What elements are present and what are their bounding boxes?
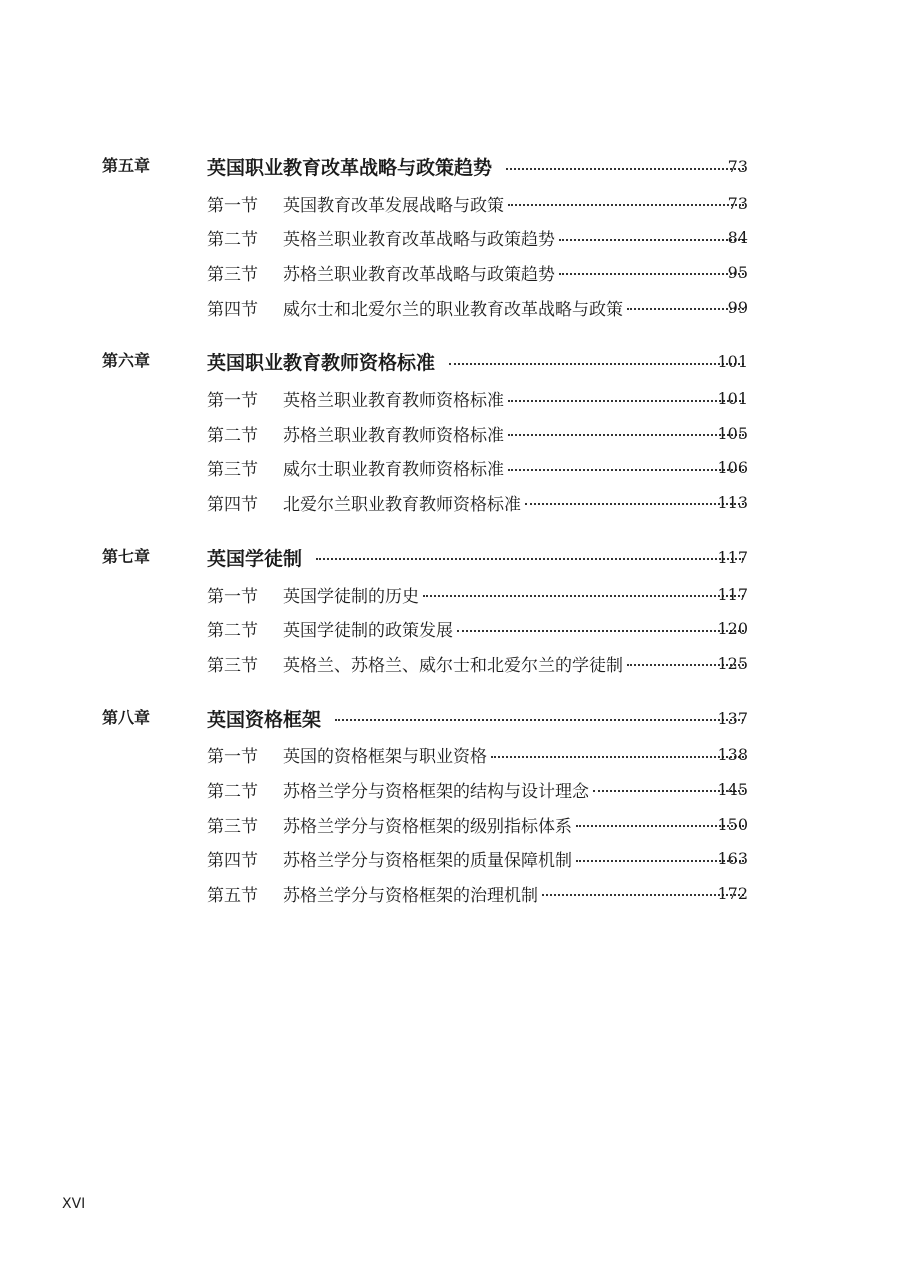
section-title: 英国学徒制的政策发展 [283, 621, 453, 642]
section-title-line [207, 577, 748, 612]
section-entry[interactable] [0, 611, 900, 646]
dot-leader [449, 363, 744, 365]
chapter-block [0, 539, 900, 681]
chapter-entry[interactable] [0, 539, 900, 576]
section-title: 苏格兰职业教育教师资格标准 [283, 425, 504, 446]
section-label: 第三节 [207, 460, 258, 481]
section-entry[interactable] [0, 646, 900, 681]
section-title: 英格兰、苏格兰、威尔士和北爱尔兰的学徒制 [283, 655, 623, 676]
chapter-block [0, 148, 900, 324]
section-entry[interactable] [0, 381, 900, 416]
section-label: 第二节 [207, 425, 258, 446]
section-label: 第一节 [207, 586, 258, 607]
section-page-number: 105 [717, 423, 748, 443]
section-label: 第三节 [207, 816, 258, 837]
section-label: 第五节 [207, 885, 258, 906]
section-title-line [207, 416, 748, 451]
section-label: 第一节 [207, 391, 258, 412]
chapter-title: 英国职业教育改革战略与政策趋势 [207, 157, 493, 179]
section-label: 第一节 [207, 747, 258, 768]
chapter-page-number: 137 [717, 708, 748, 728]
section-title: 威尔士职业教育教师资格标准 [283, 460, 504, 481]
chapter-title: 英国资格框架 [207, 708, 322, 731]
section-page-number: 84 [727, 228, 748, 248]
section-title: 英格兰职业教育改革战略与政策趋势 [283, 230, 555, 251]
chapter-page-number: 101 [717, 352, 748, 372]
section-entry[interactable] [0, 772, 900, 807]
section-entry[interactable] [0, 807, 900, 842]
section-label: 第三节 [207, 655, 258, 676]
chapter-title-line [207, 700, 748, 737]
dot-leader [508, 204, 744, 206]
dot-leader [542, 894, 744, 896]
section-entry[interactable] [0, 577, 900, 612]
dot-leader [508, 434, 744, 436]
chapter-block [0, 700, 900, 911]
section-page-number: 117 [717, 584, 748, 604]
section-title: 苏格兰职业教育改革战略与政策趋势 [283, 264, 555, 285]
section-title: 苏格兰学分与资格框架的治理机制 [283, 885, 538, 906]
section-page-number: 101 [717, 389, 748, 409]
section-page-number: 172 [717, 883, 748, 903]
section-label: 第四节 [207, 299, 258, 320]
table-of-contents [0, 148, 900, 930]
chapter-title-line [207, 539, 748, 576]
dot-leader [508, 400, 744, 402]
section-label: 第一节 [207, 195, 258, 216]
section-page-number: 150 [717, 814, 748, 834]
section-entry[interactable] [0, 221, 900, 256]
section-entry[interactable] [0, 186, 900, 221]
section-label: 第四节 [207, 494, 258, 515]
section-label: 第二节 [207, 621, 258, 642]
section-title: 英国的资格框架与职业资格 [283, 747, 487, 768]
section-page-number: 113 [717, 492, 748, 512]
section-label: 第二节 [207, 781, 258, 802]
section-page-number: 95 [727, 262, 748, 282]
section-title-line [207, 221, 748, 256]
chapter-label: 第六章 [102, 351, 151, 371]
section-page-number: 106 [717, 458, 748, 478]
section-page-number: 99 [727, 297, 748, 317]
dot-leader [491, 756, 744, 758]
section-page-number: 120 [717, 619, 748, 639]
section-title-line [207, 186, 748, 221]
section-label: 第二节 [207, 230, 258, 251]
section-label: 第四节 [207, 851, 258, 872]
section-title-line [207, 381, 748, 416]
section-title: 苏格兰学分与资格框架的结构与设计理念 [283, 781, 589, 802]
section-title-line [207, 290, 748, 325]
section-entry[interactable] [0, 416, 900, 451]
chapter-title-line [207, 343, 748, 380]
chapter-title-line [207, 148, 748, 185]
section-title-line [207, 876, 748, 911]
section-title-line [207, 255, 748, 290]
dot-leader [508, 469, 744, 471]
section-entry[interactable] [0, 290, 900, 325]
chapter-entry[interactable] [0, 700, 900, 737]
chapter-entry[interactable] [0, 343, 900, 380]
chapter-entry[interactable] [0, 148, 900, 185]
section-title: 英国教育改革发展战略与政策 [283, 195, 504, 216]
dot-leader [457, 630, 744, 632]
section-title-line [207, 807, 748, 842]
chapter-page-number: 73 [727, 157, 748, 176]
section-label: 第三节 [207, 264, 258, 285]
dot-leader [627, 308, 744, 310]
dot-leader [316, 558, 744, 560]
section-page-number: 145 [717, 779, 748, 799]
dot-leader [559, 239, 744, 241]
chapter-page-number: 117 [717, 547, 748, 567]
section-title: 威尔士和北爱尔兰的职业教育改革战略与政策 [283, 299, 623, 320]
section-title-line [207, 485, 748, 520]
section-title: 北爱尔兰职业教育教师资格标准 [283, 494, 521, 515]
section-entry[interactable] [0, 876, 900, 911]
section-page-number: 73 [727, 193, 748, 213]
section-title: 英国学徒制的历史 [283, 586, 419, 607]
dot-leader [423, 595, 744, 597]
chapter-label: 第七章 [102, 546, 151, 566]
section-page-number: 163 [717, 849, 748, 869]
section-entry[interactable] [0, 485, 900, 520]
section-entry[interactable] [0, 255, 900, 290]
section-title-line [207, 611, 748, 646]
section-title: 苏格兰学分与资格框架的质量保障机制 [283, 851, 572, 872]
chapter-label: 第五章 [102, 156, 151, 175]
page-number-folio: XVI [62, 1196, 86, 1212]
section-title-line [207, 646, 748, 681]
dot-leader [506, 168, 744, 170]
section-page-number: 125 [717, 653, 748, 673]
section-entry[interactable] [0, 738, 900, 773]
dot-leader [559, 273, 744, 275]
dot-leader [335, 719, 744, 721]
chapter-title: 英国学徒制 [207, 547, 303, 570]
section-title-line [207, 738, 748, 773]
section-page-number: 138 [717, 745, 748, 765]
chapter-label: 第八章 [102, 707, 151, 727]
section-title: 英格兰职业教育教师资格标准 [283, 391, 504, 412]
dot-leader [525, 503, 744, 505]
chapter-block [0, 343, 900, 519]
section-title-line [207, 451, 748, 486]
section-title: 苏格兰学分与资格框架的级别指标体系 [283, 816, 572, 837]
chapter-title: 英国职业教育教师资格标准 [207, 352, 436, 375]
section-entry[interactable] [0, 451, 900, 486]
section-entry[interactable] [0, 841, 900, 876]
section-title-line [207, 841, 748, 876]
section-title-line [207, 772, 748, 807]
